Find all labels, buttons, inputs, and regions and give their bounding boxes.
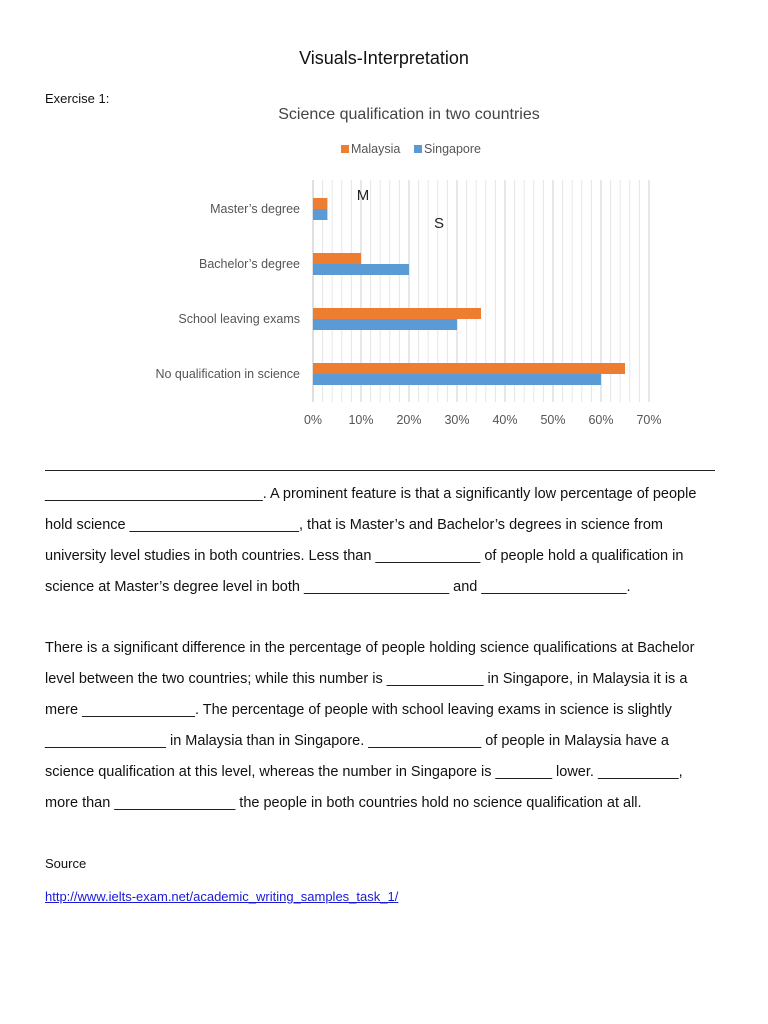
- chart-annotation: M: [356, 187, 370, 204]
- legend-swatch-malaysia: [341, 145, 349, 153]
- x-tick-label: 10%: [348, 413, 374, 427]
- paragraph-line: hold science _____________________, that is Master’s and Bachelor’s degrees in science from: [45, 517, 664, 533]
- bar-singapore: [313, 209, 327, 220]
- x-tick-label: 70%: [636, 413, 662, 427]
- paragraph-line: science qualification at this level, whereas the number in Singapore is _______ lower. __________,: [45, 764, 683, 780]
- exercise-label: Exercise 1:: [45, 91, 110, 106]
- paragraph-line: ___________________________. A prominent feature is that a significantly low percentage of people: [45, 486, 697, 502]
- bar-singapore: [313, 264, 409, 275]
- source-link[interactable]: http://www.ielts-exam.net/academic_writing_samples_task_1/: [45, 889, 399, 904]
- bar-malaysia: [313, 308, 481, 319]
- category-label: Master’s degree: [210, 202, 300, 216]
- bar-chart: [0, 0, 768, 450]
- x-tick-label: 20%: [396, 413, 422, 427]
- source-label: Source: [45, 856, 87, 871]
- legend-swatch-singapore: [414, 145, 422, 153]
- paragraph-line: _______________ in Malaysia than in Singapore. ______________ of people in Malaysia have a: [45, 733, 669, 749]
- paragraph-line: level between the two countries; while this number is ____________ in Singapore, in Malaysia it is a: [45, 671, 688, 687]
- category-label: No qualification in science: [155, 367, 300, 381]
- x-tick-label: 60%: [588, 413, 614, 427]
- bar-malaysia: [313, 363, 625, 374]
- paragraph-line: mere ______________. The percentage of people with school leaving exams in science is slightly: [45, 702, 672, 718]
- category-label: School leaving exams: [178, 312, 300, 326]
- bar-malaysia: [313, 253, 361, 264]
- x-tick-label: 40%: [492, 413, 518, 427]
- bar-singapore: [313, 319, 457, 330]
- chart-title: Science qualification in two countries: [278, 106, 540, 123]
- x-tick-label: 0%: [303, 413, 323, 427]
- paragraph-1: [45, 479, 725, 603]
- paragraph-2: [45, 633, 725, 819]
- x-tick-label: 30%: [444, 413, 470, 427]
- paragraph-line: science at Master’s degree level in both __________________ and __________________.: [45, 579, 631, 595]
- legend-label-malaysia: Malaysia: [351, 142, 401, 156]
- bar-malaysia: [313, 198, 327, 209]
- category-label: Bachelor’s degree: [199, 257, 300, 271]
- paragraph-line: university level studies in both countries. Less than _____________ of people hold a qualification in: [45, 548, 684, 564]
- x-tick-label: 50%: [540, 413, 566, 427]
- page-title: Visuals-Interpretation: [299, 48, 469, 68]
- legend-label-singapore: Singapore: [424, 142, 481, 156]
- paragraph-line: more than _______________ the people in both countries hold no science qualification at all.: [45, 795, 642, 811]
- chart-annotation: S: [433, 215, 445, 232]
- paragraph-line: There is a significant difference in the percentage of people holding science qualifications at Bachelor: [45, 640, 695, 656]
- answer-separator-line: [45, 470, 715, 471]
- bar-singapore: [313, 374, 601, 385]
